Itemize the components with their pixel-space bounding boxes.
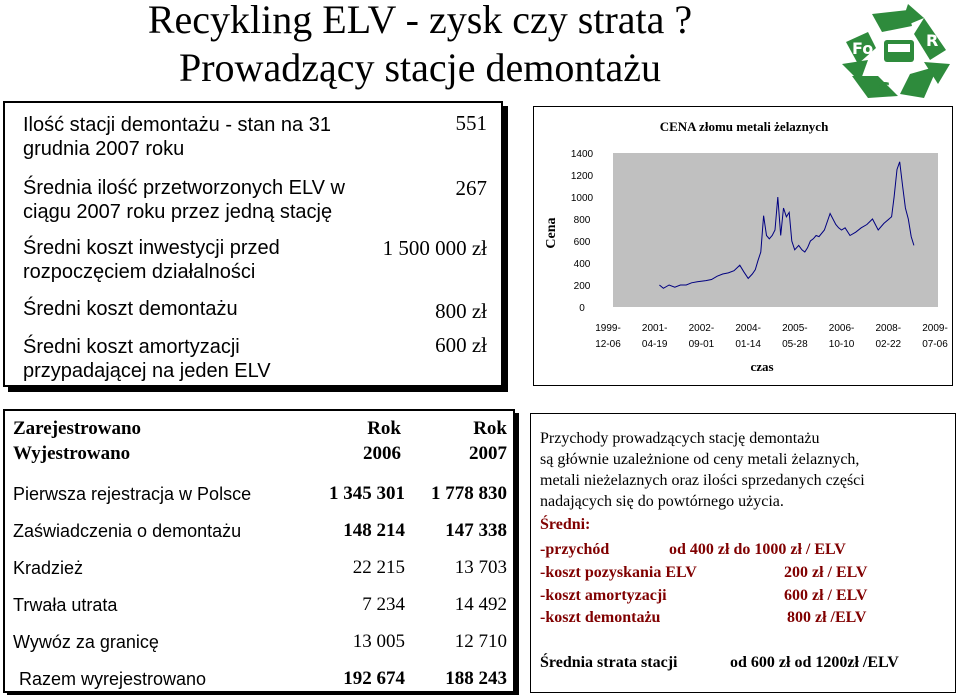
logo-letter-s: S: [878, 79, 891, 100]
x-tick-label: 04-19: [641, 339, 668, 350]
x-tick-label: 02-22: [875, 339, 902, 350]
stat-label-avg-processed-line1: Średnia ilość przetworzonych ELV w: [23, 177, 345, 199]
recycling-logo: [838, 4, 953, 104]
table-row-label: Kradzież: [13, 558, 84, 578]
table-row-label: Trwała utrata: [13, 595, 118, 615]
revenue-item-label: -koszt pozyskania ELV: [540, 564, 697, 581]
table-header-registered: Zarejestrowano: [13, 418, 142, 439]
revenue-intro-line4: nadających się do powtórnego użycia.: [540, 493, 784, 510]
x-tick-label: 12-06: [595, 339, 621, 350]
x-tick-label: 2008-: [875, 323, 902, 334]
x-tick-label: 1999-: [595, 323, 621, 334]
x-tick-label: 2001-: [641, 323, 668, 334]
y-tick-label: 1200: [570, 171, 594, 182]
column-header-2007-line2: 2007: [469, 443, 507, 464]
stat-label-investment-line2: rozpoczęciem działalności: [23, 261, 256, 283]
chart-x-axis-label: czas: [750, 359, 774, 374]
average-loss-label: Średnia strata stacji: [540, 654, 678, 671]
table-cell-2007: 188 243: [445, 668, 507, 689]
x-tick-label: 2004-: [735, 323, 761, 334]
logo-letters-fo: Fo: [852, 39, 874, 58]
revenue-item-value: 600 zł / ELV: [784, 587, 868, 604]
revenue-item-value: 800 zł /ELV: [787, 609, 867, 626]
x-tick-label: 2002-: [688, 323, 715, 334]
stat-label-amortization-line1: Średni koszt amortyzacji: [23, 336, 240, 358]
x-tick-label: 10-10: [828, 339, 855, 350]
revenue-item-label: -przychód: [540, 541, 610, 558]
x-tick-label: 01-14: [735, 339, 761, 350]
stat-label-stations-line2: grudnia 2007 roku: [23, 138, 185, 160]
table-cell-2006: 192 674: [343, 668, 405, 689]
revenue-item-label: -koszt amortyzacji: [540, 587, 667, 604]
table-cell-2006: 1 345 301: [329, 483, 405, 504]
x-tick-label: 2009-: [922, 323, 948, 334]
table-cell-2007: 1 778 830: [431, 483, 507, 504]
revenue-intro-line1: Przychody prowadzących stację demontażu: [540, 430, 820, 447]
x-tick-label: 2006-: [828, 323, 855, 334]
column-header-2006-line1: Rok: [367, 418, 401, 439]
y-tick-label: 400: [573, 259, 591, 270]
y-tick-label: 200: [573, 281, 591, 292]
y-tick-label: 1400: [570, 149, 594, 160]
registration-table: [3, 409, 515, 693]
page-subtitle: Prowadzący stacje demontażu: [178, 45, 661, 90]
table-row-label: Zaświadczenia o demontażu: [13, 521, 242, 541]
table-row-label: Razem wyrejestrowano: [19, 669, 207, 689]
y-tick-label: 800: [573, 215, 591, 226]
stat-value-amortization: 600 zł: [435, 333, 487, 357]
table-cell-2007: 12 710: [454, 631, 507, 652]
y-tick-label: 600: [573, 237, 591, 248]
revenue-item-label: -koszt demontażu: [540, 609, 661, 626]
column-header-2007-line1: Rok: [473, 418, 507, 439]
revenue-item-value: od 400 zł do 1000 zł / ELV: [669, 541, 846, 558]
table-cell-2006: 22 215: [352, 557, 405, 578]
stat-value-stations: 551: [455, 111, 487, 135]
average-loss-value: od 600 zł od 1200zł /ELV: [730, 654, 899, 671]
revenue-intro-line3: metali nieżelaznych oraz ilości sprzedanych części: [540, 472, 865, 489]
page-title: Recykling ELV - zysk czy strata ?: [147, 0, 693, 42]
revenue-average-heading: Średni:: [540, 516, 591, 533]
chart-title: CENA złomu metali żelaznych: [659, 119, 829, 134]
stat-label-dismantling-cost: Średni koszt demontażu: [23, 298, 238, 320]
table-cell-2006: 7 234: [362, 594, 405, 615]
chart-y-axis-label: Cena: [544, 217, 559, 249]
stat-label-stations-line1: Ilość stacji demontażu - stan na 31: [23, 114, 331, 136]
y-tick-label: 1000: [570, 193, 594, 204]
logo-letter-r: R: [926, 31, 939, 50]
table-row-label: Pierwsza rejestracja w Polsce: [13, 484, 252, 504]
column-header-2006-line2: 2006: [363, 443, 401, 464]
table-cell-2007: 13 703: [454, 557, 507, 578]
table-cell-2006: 13 005: [352, 631, 405, 652]
x-tick-label: 09-01: [688, 339, 715, 350]
chart-svg: [534, 107, 952, 385]
revenue-explanation-box: [530, 413, 956, 693]
table-cell-2007: 147 338: [445, 520, 507, 541]
stat-value-investment: 1 500 000 zł: [382, 236, 487, 260]
stations-stats-box: [3, 101, 503, 387]
scrap-price-chart: [533, 106, 953, 386]
x-tick-label: 05-28: [782, 339, 808, 350]
x-tick-label: 2005-: [782, 323, 808, 334]
stat-label-investment-line1: Średni koszt inwestycji przed: [23, 237, 280, 259]
revenue-intro-line2: są głównie uzależnione od ceny metali żelaznych,: [540, 451, 860, 468]
y-tick-label: 0: [579, 303, 585, 314]
table-cell-2006: 148 214: [343, 520, 405, 541]
stat-label-avg-processed-line2: ciągu 2007 roku przez jedną stację: [23, 201, 333, 223]
x-tick-label: 07-06: [922, 339, 948, 350]
table-header-deregistered: Wyjestrowano: [13, 443, 131, 464]
stat-value-dismantling-cost: 800 zł: [435, 299, 487, 323]
stat-label-amortization-line2: przypadającej na jeden ELV: [23, 360, 271, 382]
table-row-label: Wywóz za granicę: [13, 632, 159, 652]
stat-value-avg-processed: 267: [455, 176, 487, 200]
table-cell-2007: 14 492: [454, 594, 507, 615]
revenue-item-value: 200 zł / ELV: [784, 564, 868, 581]
